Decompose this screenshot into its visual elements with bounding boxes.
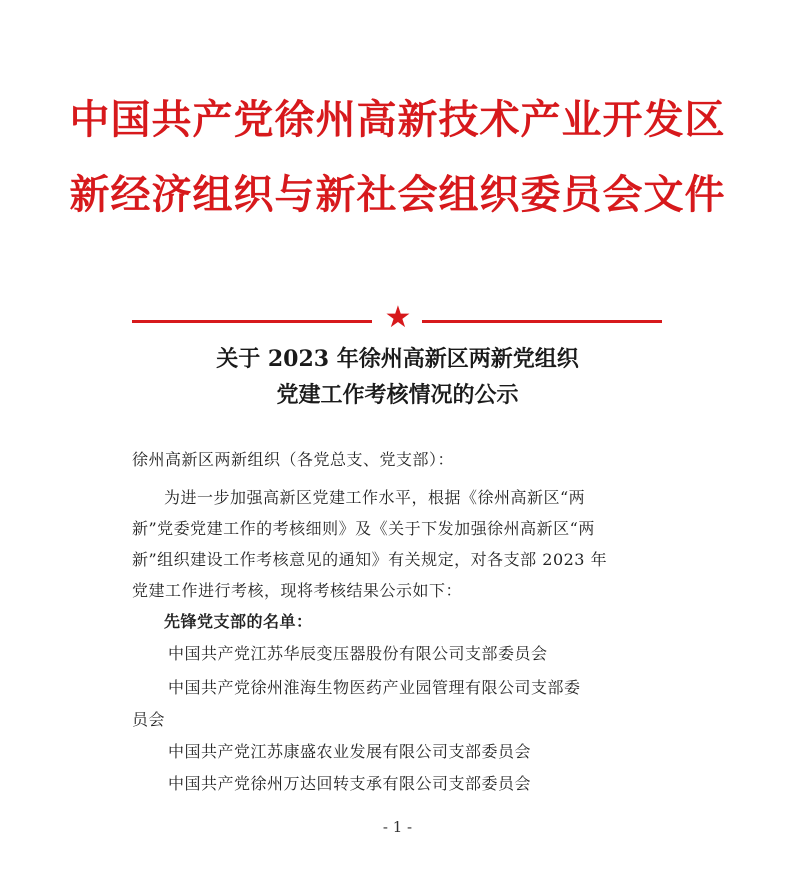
salutation: 徐州高新区两新组织（各党总支、党支部）： [132, 450, 455, 469]
list-item: 中国共产党江苏华辰变压器股份有限公司支部委员会 [168, 644, 548, 663]
paragraph-line: 党建工作进行考核，现将考核结果公示如下： [132, 581, 463, 600]
red-divider-right [422, 320, 662, 323]
list-item-continuation: 员会 [132, 710, 166, 729]
paragraph-line: 为进一步加强高新区党建工作水平，根据《徐州高新区“两 [164, 488, 586, 507]
paragraph-line: 新”党委党建工作的考核细则》及《关于下发加强徐州高新区“两 [132, 519, 595, 538]
list-heading: 先锋党支部的名单： [164, 612, 313, 631]
list-item: 中国共产党徐州万达回转支承有限公司支部委员会 [168, 774, 532, 793]
document-title-line-1: 关于 2023 年徐州高新区两新党组织 [216, 346, 579, 372]
list-item: 中国共产党江苏康盛农业发展有限公司支部委员会 [168, 742, 532, 761]
list-item: 中国共产党徐州淮海生物医药产业园管理有限公司支部委 [168, 678, 581, 697]
page-number: - 1 - [382, 818, 413, 836]
issuer-header-line-1: 中国共产党徐州高新技术产业开发区 [69, 96, 726, 143]
red-star-icon: ★ [384, 300, 412, 335]
paragraph-line: 新”组织建设工作考核意见的通知》有关规定，对各支部 2023 年 [132, 550, 608, 569]
red-divider-left [132, 320, 372, 323]
issuer-header-line-2: 新经济组织与新社会组织委员会文件 [69, 171, 726, 218]
document-title-line-2: 党建工作考核情况的公示 [276, 382, 519, 408]
